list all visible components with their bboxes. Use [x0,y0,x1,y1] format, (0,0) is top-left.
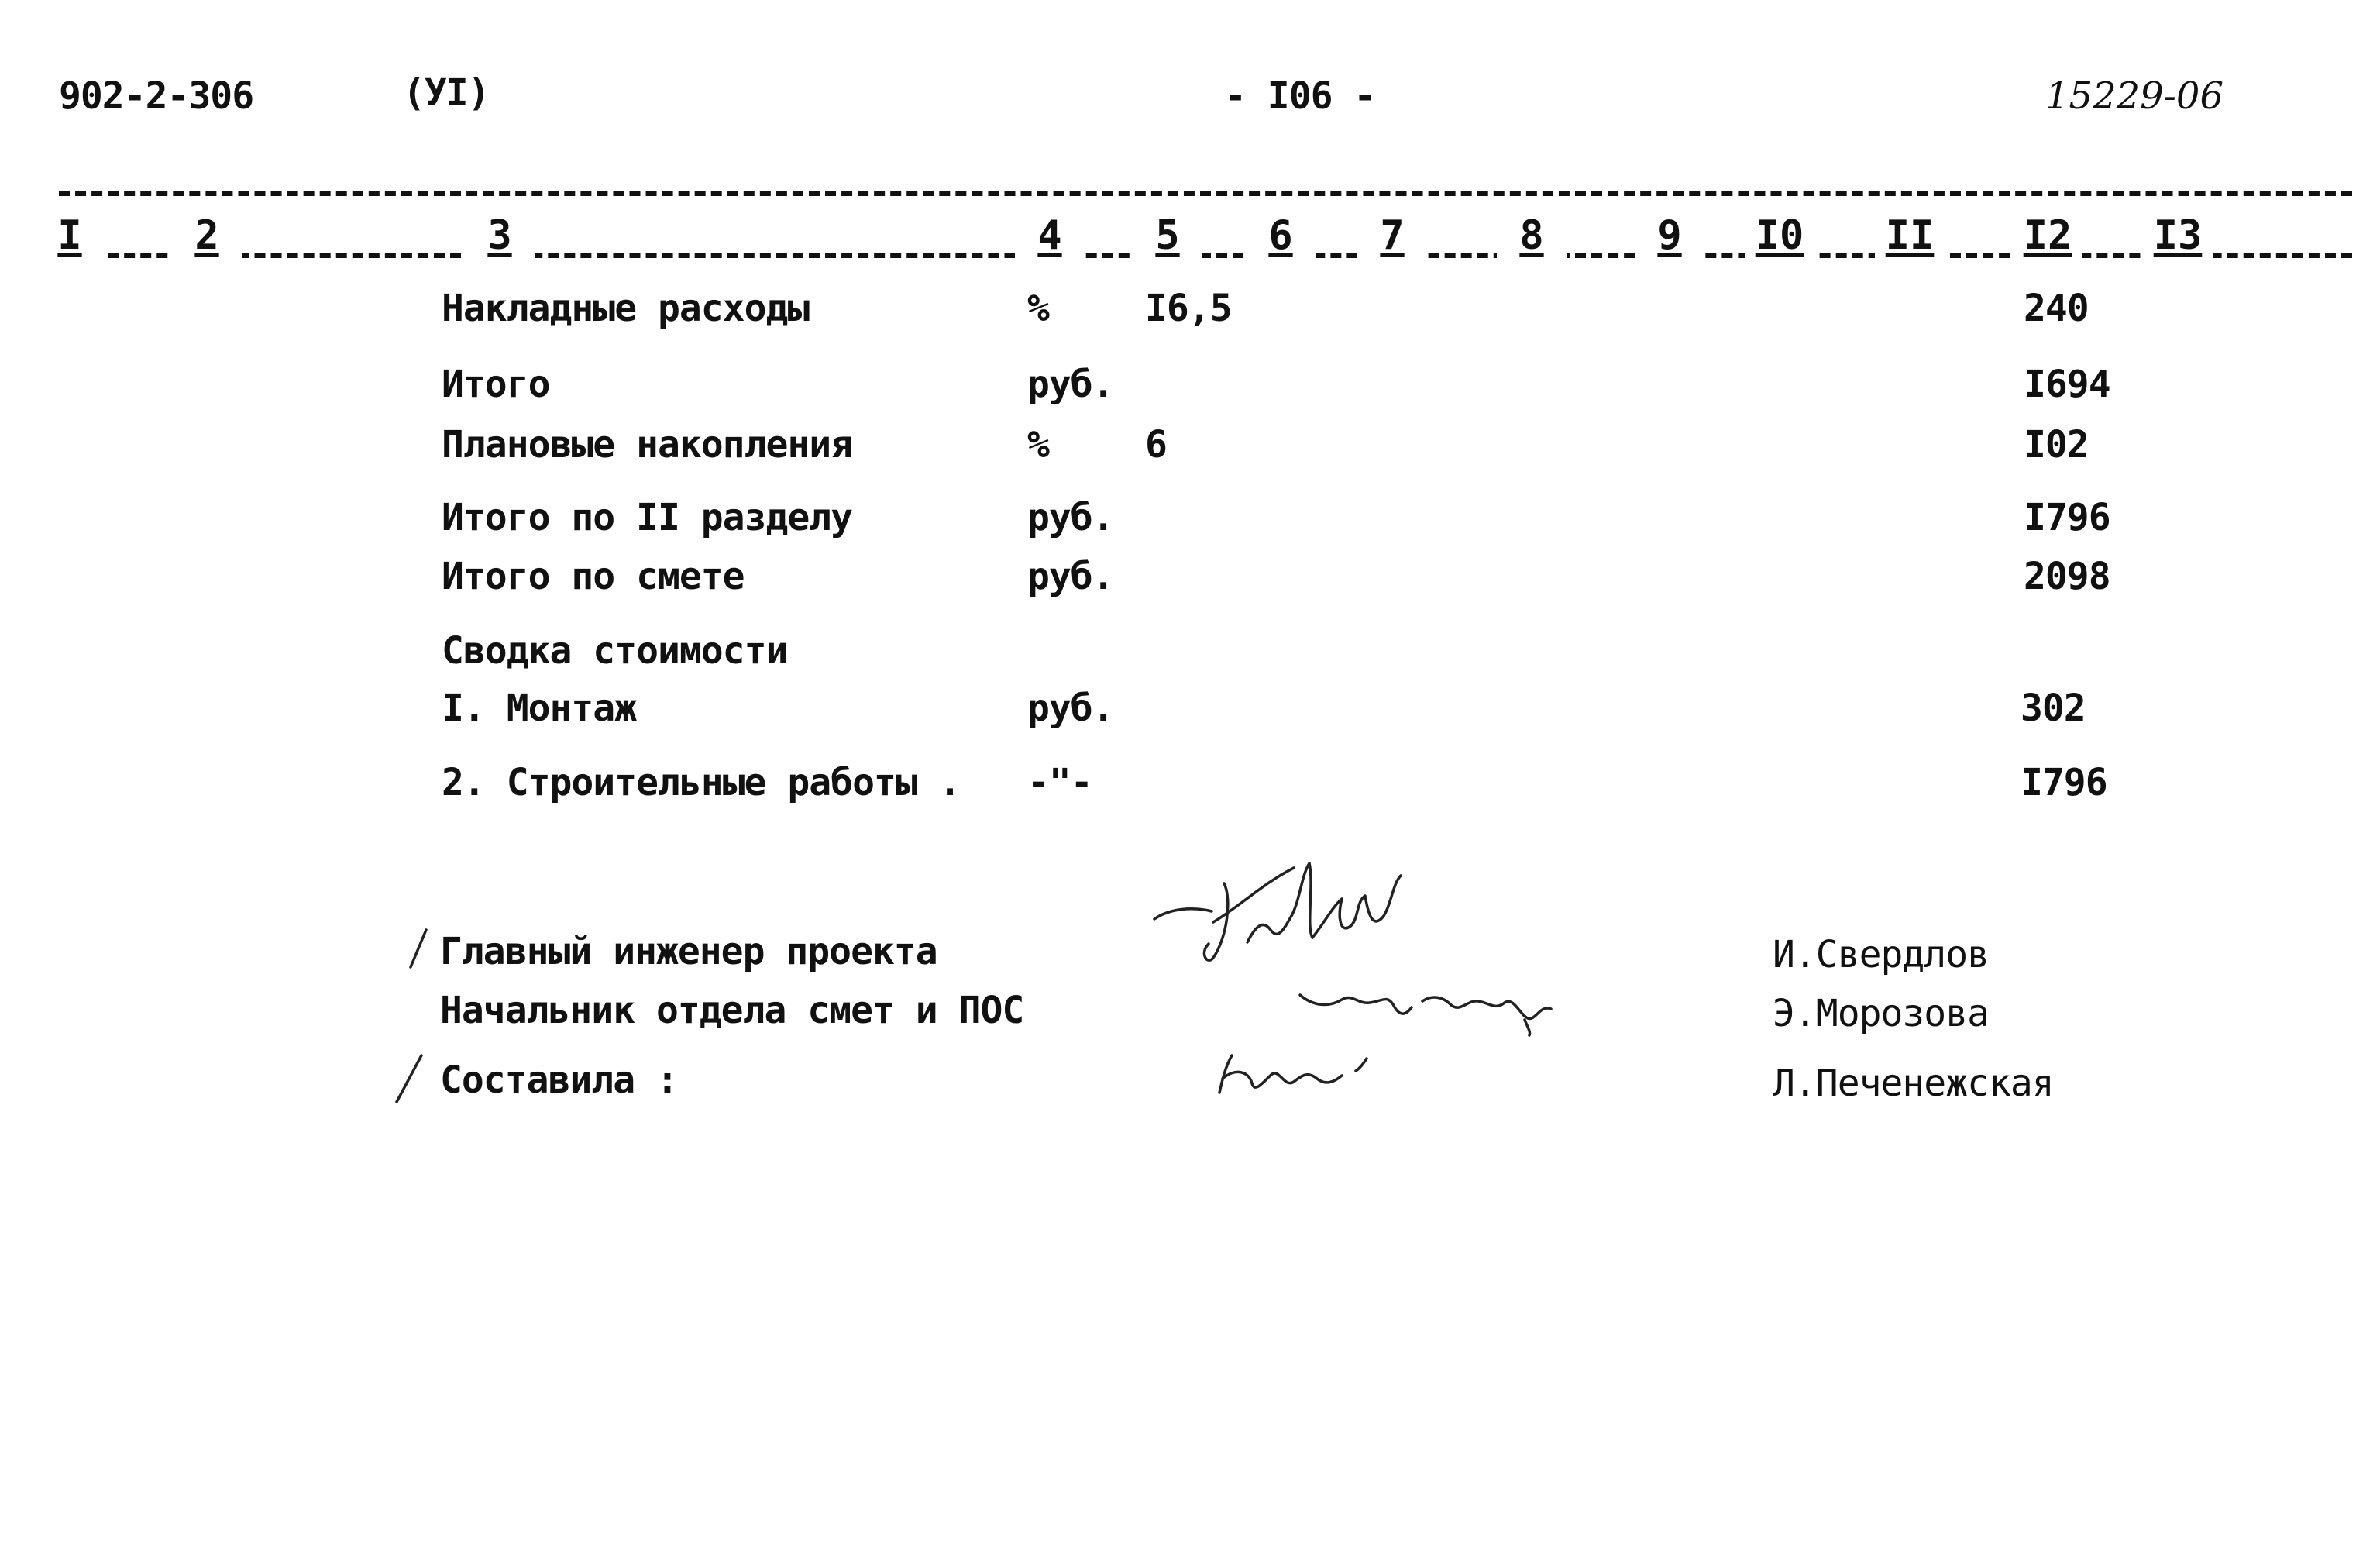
page-number: - I06 - [1224,74,1376,118]
signatory-name: Л.Печенежская [1773,1062,2054,1105]
row-unit: руб. [1027,496,1114,539]
handwritten-signature-3 [1209,1048,1402,1103]
signature-role: Составила : [440,1059,678,1102]
row-unit: % [1027,287,1049,330]
document-code: 902-2-306 [59,74,254,118]
row-name: I. Монтаж [442,687,637,730]
row-total: 2098 [2024,555,2110,598]
row-total: I796 [2024,496,2110,539]
row-name: Сводка стоимости [442,629,788,673]
row-rate: I6,5 [1145,287,1232,330]
signature-role: Начальник отдела смет и ПОС [440,989,1024,1032]
row-total: 240 [2024,287,2089,330]
row-unit: руб. [1027,555,1114,598]
row-unit: -"- [1027,761,1092,804]
column-number-13: I3 [2143,212,2213,259]
column-number-6: 6 [1246,212,1316,259]
row-name: Итого по II разделу [442,496,853,539]
row-name: Итого по смете [442,555,745,598]
column-number-1: I [35,212,105,259]
signatory-name: И.Свердлов [1773,933,1989,976]
signatory-name: Э.Морозова [1773,992,1989,1035]
top-dashed-rule [59,191,2352,196]
column-number-10: I0 [1745,212,1814,259]
column-number-9: 9 [1635,212,1704,259]
column-number-5: 5 [1133,212,1202,259]
row-name: Накладные расходы [442,287,810,330]
row-total: I02 [2024,423,2089,466]
row-total: I796 [2021,761,2107,804]
column-number-2: 2 [172,212,242,259]
column-number-4: 4 [1015,212,1085,259]
row-name: Итого [442,363,550,406]
row-unit: руб. [1027,363,1114,406]
row-total: 302 [2021,687,2086,730]
column-number-11: II [1875,212,1945,259]
row-name: 2. Строительные работы . [442,761,961,804]
check-mark-2 [394,1054,425,1105]
column-number-7: 7 [1357,212,1427,259]
column-number-12: I2 [2013,212,2082,259]
row-unit: % [1027,423,1049,466]
handwritten-signature-2 [1295,973,1559,1038]
archive-number: 15229-06 [2045,74,2224,118]
check-mark-1 [406,928,429,970]
column-number-3: 3 [465,212,535,259]
column-dashed-rule [59,253,2352,258]
signature-role: Главный инженер проекта [440,930,937,973]
section-mark: (УI) [403,71,490,115]
handwritten-signature-1 [1147,852,1426,969]
row-name: Плановые накопления [442,423,853,466]
row-unit: руб. [1027,687,1114,730]
row-rate: 6 [1145,423,1167,466]
column-number-8: 8 [1497,212,1567,259]
row-total: I694 [2024,363,2110,406]
